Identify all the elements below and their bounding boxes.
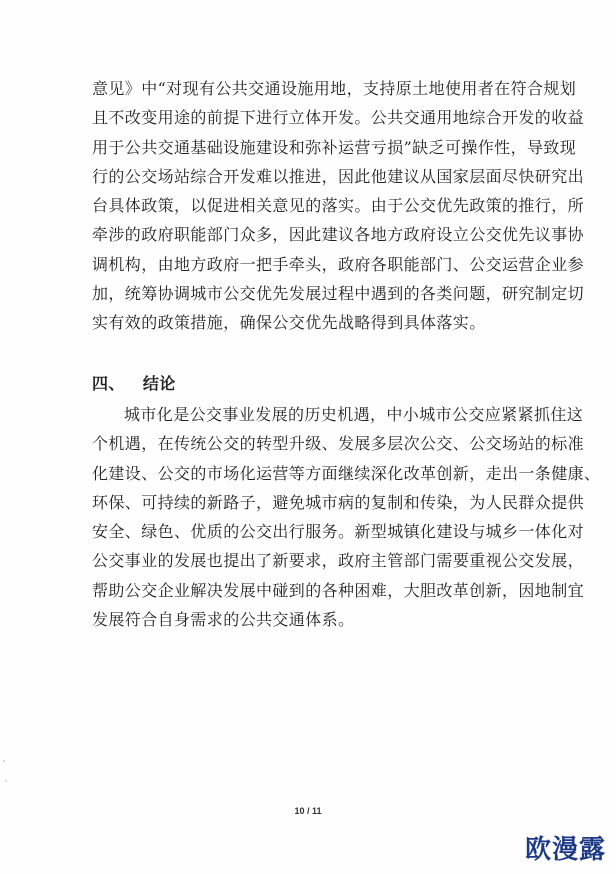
section-number: 四、 [92,374,125,393]
text-line: 城市化是公交事业发展的历史机遇，中小城市公交应紧紧抓住这 [124,405,584,424]
text-line: 用于公共交通基础设施建设和弥补运营亏损”缺乏可操作性，导致现 [92,137,577,157]
paragraph-conclusion [92,400,601,634]
text-line: 加，统筹协调城市公交优先发展过程中遇到的各类问题，研究制定切 [92,284,585,304]
watermark-logo: 欧漫露 [524,835,606,865]
page-number: 10 / 11 [294,806,322,816]
text-line: 且不改变用途的前提下进行立体开发。公共交通用地综合开发的收益 [92,108,585,128]
text-line: 调机构，由地方政府一把手牵头，政府各职能部门、公交运营企业参 [92,254,585,274]
section-heading-conclusion [92,372,176,396]
text-line: 行的公交场站综合开发难以推进，因此他建议从国家层面尽快研究出 [92,166,585,186]
paragraph-policy-recommendation [92,74,585,338]
scan-speck [5,780,7,782]
text-line: 发展符合自身需求的公共交通体系。 [92,610,355,630]
text-line: 公交事业的发展也提出了新要求，政府主管部门需要重视公交发展， [92,551,585,571]
scan-speck [3,760,5,762]
section-title: 结论 [142,374,176,393]
text-line: 意见》中“对现有公共交通设施用地，支持原土地使用者在符合规划 [92,79,577,98]
text-line: 环保、可持续的新路子，避免城市病的复制和传染，为人民群众提供 [92,492,585,512]
text-line: 化建设、公交的市场化运营等方面继续深化改革创新，走出一条健康、 [92,463,601,483]
text-line: 安全、绿色、优质的公交出行服务。新型城镇化建设与城乡一体化对 [92,522,585,542]
text-line: 帮助公交企业解决发展中碰到的各种困难，大胆改革创新，因地制宜 [92,580,585,600]
text-line: 实有效的政策措施，确保公交优先战略得到具体落实。 [92,313,486,333]
text-line: 牵涉的政府职能部门众多，因此建议各地方政府设立公交优先议事协 [92,225,585,245]
text-line: 台具体政策，以促进相关意见的落实。由于公交优先政策的推行，所 [92,196,585,216]
text-line: 个机遇，在传统公交的转型升级、发展多层次公交、公交场站的标准 [92,434,585,454]
